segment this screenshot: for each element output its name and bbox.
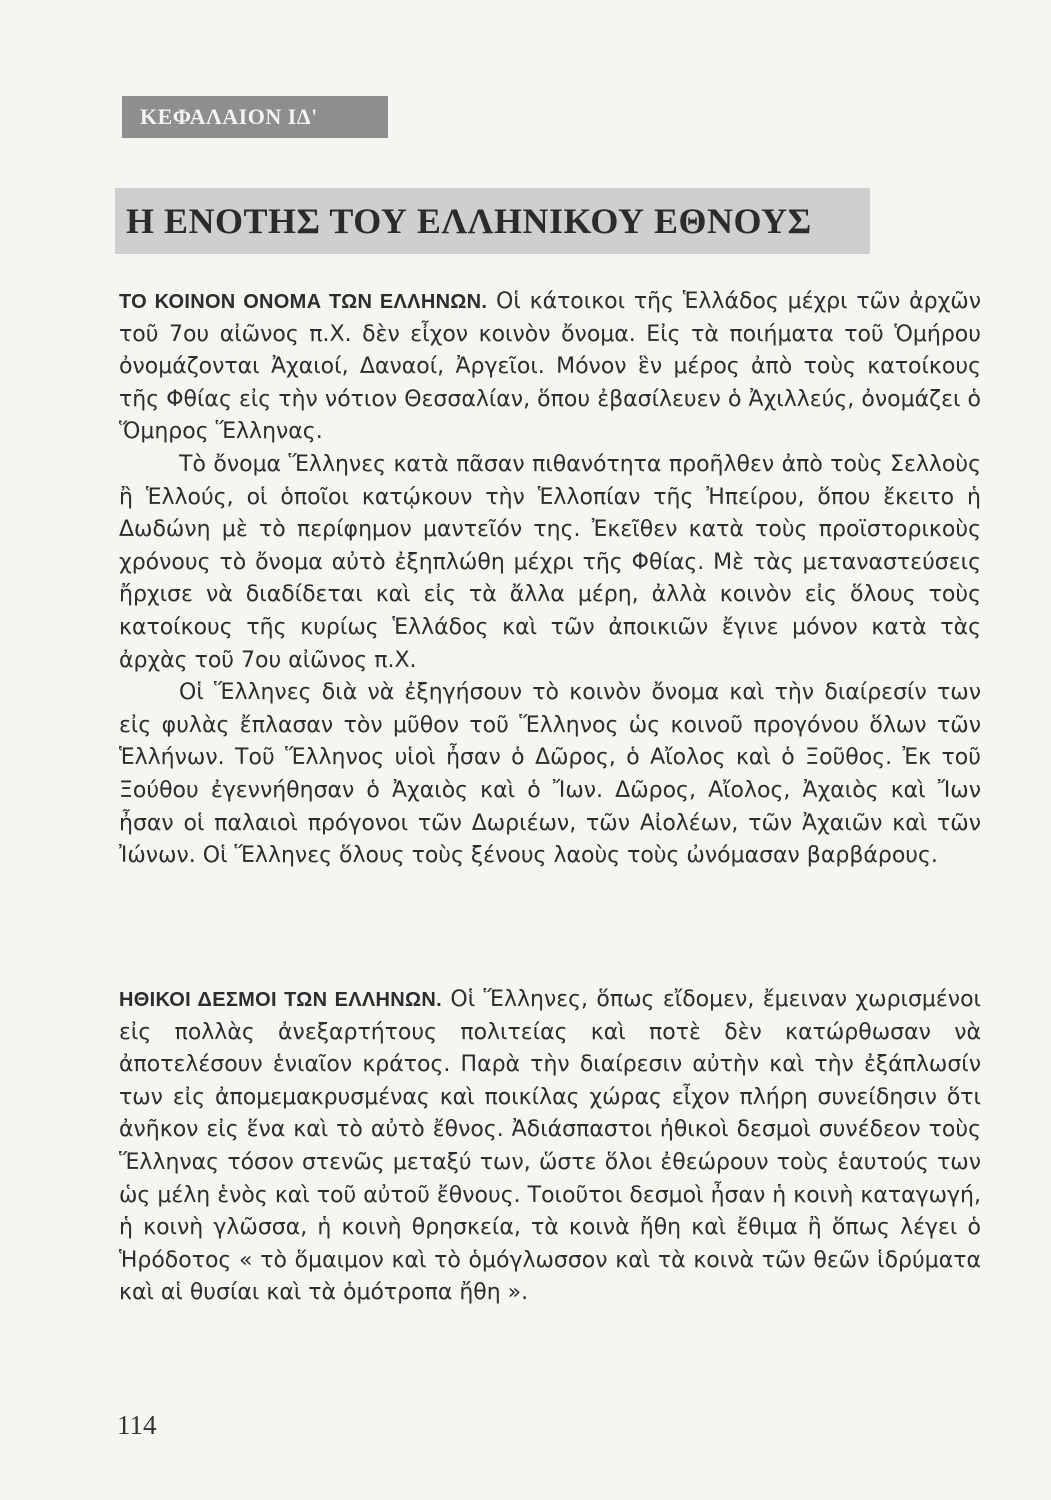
section-common-name [119,286,981,873]
paragraph: Οἱ Ἕλληνες διὰ νὰ ἐξηγήσουν τὸ κοινὸν ὄνομα καὶ τὴν διαίρεσίν των εἰς φυλὰς ἔπλασαν τὸν μῦθον τοῦ Ἕλληνος ὡς κοινοῦ προγόνου ὅλων τῶν Ἑλλήνων. Τοῦ Ἕλληνος υἱοὶ ἦσαν ὁ Δῶρος, ὁ Αἴολος καὶ ὁ Ξοῦθος. Ἐκ τοῦ Ξούθου ἐγεννήθησαν ὁ Ἀχαιὸς καὶ ὁ Ἴων. Δῶρος, Αἴολος, Ἀχαιὸς καὶ Ἴων ἦσαν οἱ παλαιοὶ πρόγονοι τῶν Δωριέων, τῶν Αἰολέων, τῶν Ἀχαιῶν καὶ τῶν Ἰώνων. Οἱ Ἕλληνες ὅλους τοὺς ξένους λαοὺς τοὺς ὠνόμασαν βαρβάρους. [119,680,981,869]
paragraph [119,984,981,1310]
chapter-title: Η ΕΝΟΤΗΣ ΤΟΥ ΕΛΛΗΝΙΚΟΥ ΕΘΝΟΥΣ [126,201,812,241]
section-heading: ΤΟ ΚΟΙΝΟΝ ΟΝΟΜΑ ΤΩΝ ΕΛΛΗΝΩΝ. [119,291,488,313]
paragraph-text: Οἱ Ἕλληνες, ὅπως εἴδομεν, ἔμειναν χωρισμένοι εἰς πολλὰς ἀνεξαρτήτους πολιτείας καὶ ποτὲ δὲν κατώρθωσαν νὰ ἀποτελέσουν ἑνιαῖον κράτος. Παρὰ τὴν διαίρεσιν αὐτὴν καὶ τὴν ἐξάπλωσίν των εἰς ἀπομεμακρυσμένας καὶ ποικίλας χώρας εἶχον πλήρη συνείδησιν ὅτι ἀνῆκον εἰς ἕνα καὶ τὸ αὐτὸ ἔθνος. Ἀδιάσπαστοι ἠθικοὶ δεσμοὶ συνέδεον τοὺς Ἕλληνας τόσον στενῶς μεταξύ των, ὥστε ὅλοι ἐθεώρουν τοὺς ἑαυτούς των ὡς μέλη ἑνὸς καὶ τοῦ αὐτοῦ ἔθνους. Τοιοῦτοι δεσμοὶ ἦσαν ἡ κοινὴ καταγωγή, ἡ κοινὴ γλῶσσα, ἡ κοινὴ θρησκεία, τὰ κοινὰ ἤθη καὶ ἔθιμα ἢ ὅπως λέγει ὁ Ἡρόδοτος « τὸ ὅμαιμον καὶ τὸ ὁμόγλωσσον καὶ τὰ κοινὰ τῶν θεῶν ἱδρύματα καὶ αἱ θυσίαι καὶ τὰ ὁμότροπα ἤθη ». [119,987,982,1306]
paragraph [119,286,981,449]
section-heading: ΗΘΙΚΟΙ ΔΕΣΜΟΙ ΤΩΝ ΕΛΛΗΝΩΝ. [119,989,442,1011]
paragraph-text: Οἱ κάτοικοι τῆς Ἑλλάδος μέχρι τῶν ἀρχῶν τοῦ 7ου αἰῶνος π.Χ. δὲν εἶχον κοινὸν ὄνομα. Εἰς τὰ ποιήματα τοῦ Ὁμήρου ὀνομάζονται Ἀχαιοί, Δαναοί, Ἀργεῖοι. Μόνον ἓν μέρος ἀπὸ τοὺς κατοίκους τῆς Φθίας εἰς τὴν νότιον Θεσσαλίαν, ὅπου ἐβασίλευεν ὁ Ἀχιλλεύς, ὀνομάζει ὁ Ὅμηρος Ἕλληνας. [119,289,981,445]
section-moral-bonds [119,984,981,1310]
paragraph: Τὸ ὄνομα Ἕλληνες κατὰ πᾶσαν πιθανότητα προῆλθεν ἀπὸ τοὺς Σελλοὺς ἢ Ἑλλούς, οἱ ὁποῖοι κατῴκουν τὴν Ἑλλοπίαν τῆς Ἠπείρου, ὅπου ἔκειτο ἡ Δωδώνη μὲ τὸ περίφημον μαντεῖόν της. Ἐκεῖθεν κατὰ τοὺς προϊστορικοὺς χρόνους τὸ ὄνομα αὐτὸ ἐξηπλώθη μέχρι τῆς Φθίας. Μὲ τὰς μεταναστεύσεις ἤρχισε νὰ διαδίδεται καὶ εἰς τὰ ἄλλα μέρη, ἀλλὰ κοινὸν εἰς ὅλους τοὺς κατοίκους τῆς κυρίως Ἑλλάδος καὶ τῶν ἀποικιῶν ἔγινε μόνον κατὰ τὰς ἀρχὰς τοῦ 7ου αἰῶνος π.Χ. [119,451,981,673]
chapter-label: ΚΕΦΑΛΑΙΟΝ ΙΔ' [122,96,388,138]
page-number: 114 [117,1410,157,1440]
